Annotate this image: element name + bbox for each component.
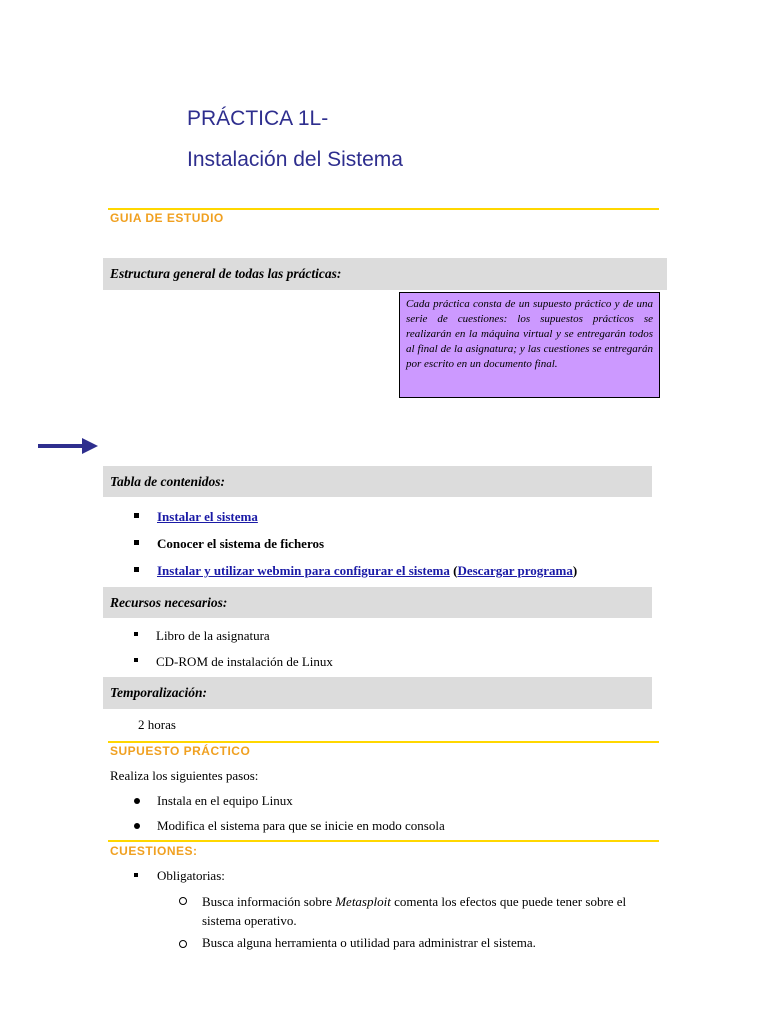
guide-label: GUIA DE ESTUDIO	[110, 211, 224, 225]
resource-item: Libro de la asignatura	[156, 628, 270, 643]
toc-heading: Tabla de contenidos:	[110, 474, 226, 489]
structure-heading: Estructura general de todas las prácticas:	[110, 266, 342, 281]
practical-label: SUPUESTO PRÁCTICO	[110, 744, 251, 758]
bullet-icon	[134, 823, 140, 829]
structure-band	[103, 258, 667, 290]
paren-close: )	[572, 563, 578, 578]
bullet-icon	[134, 632, 138, 636]
question-item: Busca alguna herramienta o utilidad para administrar el sistema.	[202, 935, 536, 950]
page-subtitle: Instalación del Sistema	[187, 148, 403, 171]
resources-band	[103, 587, 652, 618]
practical-step: Modifica el sistema para que se inicie en modo consola	[157, 818, 445, 833]
timing-band	[103, 677, 652, 709]
section-divider	[108, 840, 659, 842]
practical-step: Instala en el equipo Linux	[157, 793, 293, 808]
timing-value: 2 horas	[138, 717, 176, 732]
timing-heading: Temporalización:	[110, 685, 208, 700]
question-text: Busca información sobre	[202, 894, 336, 909]
arrow-right-icon	[38, 436, 100, 456]
toc-item-ficheros: Conocer el sistema de ficheros	[157, 536, 325, 551]
question-text: comenta los efectos que puede tener sobre el sistema operativo.	[202, 894, 627, 928]
bullet-circle-icon	[179, 897, 187, 905]
link-webmin[interactable]: Instalar y utilizar webmin para configurar el sistema	[157, 563, 450, 578]
bullet-icon	[134, 567, 139, 572]
question-item	[202, 892, 662, 930]
question-emphasis: Metasploit	[335, 894, 391, 909]
bullet-icon	[134, 658, 138, 662]
bullet-circle-icon	[179, 940, 187, 948]
paren-open: (	[449, 563, 458, 578]
structure-note: Cada práctica consta de un supuesto práctico y de una serie de cuestiones: los supuestos prácticos se realizarán en la máquina virtual y se entregarán todos al final de la asignatura; y las cuestiones se entregarán por escrito en un documento final.	[399, 292, 660, 398]
resources-heading: Recursos necesarios:	[110, 595, 228, 610]
section-divider	[108, 741, 659, 743]
resource-item: CD-ROM de instalación de Linux	[156, 654, 333, 669]
bullet-icon	[134, 798, 140, 804]
toc-band	[103, 466, 652, 497]
bullet-icon	[134, 873, 138, 877]
toc-item-webmin	[157, 563, 577, 579]
bullet-icon	[134, 513, 139, 518]
questions-label: CUESTIONES:	[110, 844, 198, 858]
questions-group: Obligatorias:	[157, 868, 225, 883]
link-descargar-programa[interactable]: Descargar programa	[457, 563, 573, 578]
page-title: PRÁCTICA 1L-	[187, 107, 329, 130]
link-instalar-sistema[interactable]: Instalar el sistema	[157, 509, 258, 524]
bullet-icon	[134, 540, 139, 545]
section-divider	[108, 208, 659, 210]
practical-intro: Realiza los siguientes pasos:	[110, 768, 259, 783]
